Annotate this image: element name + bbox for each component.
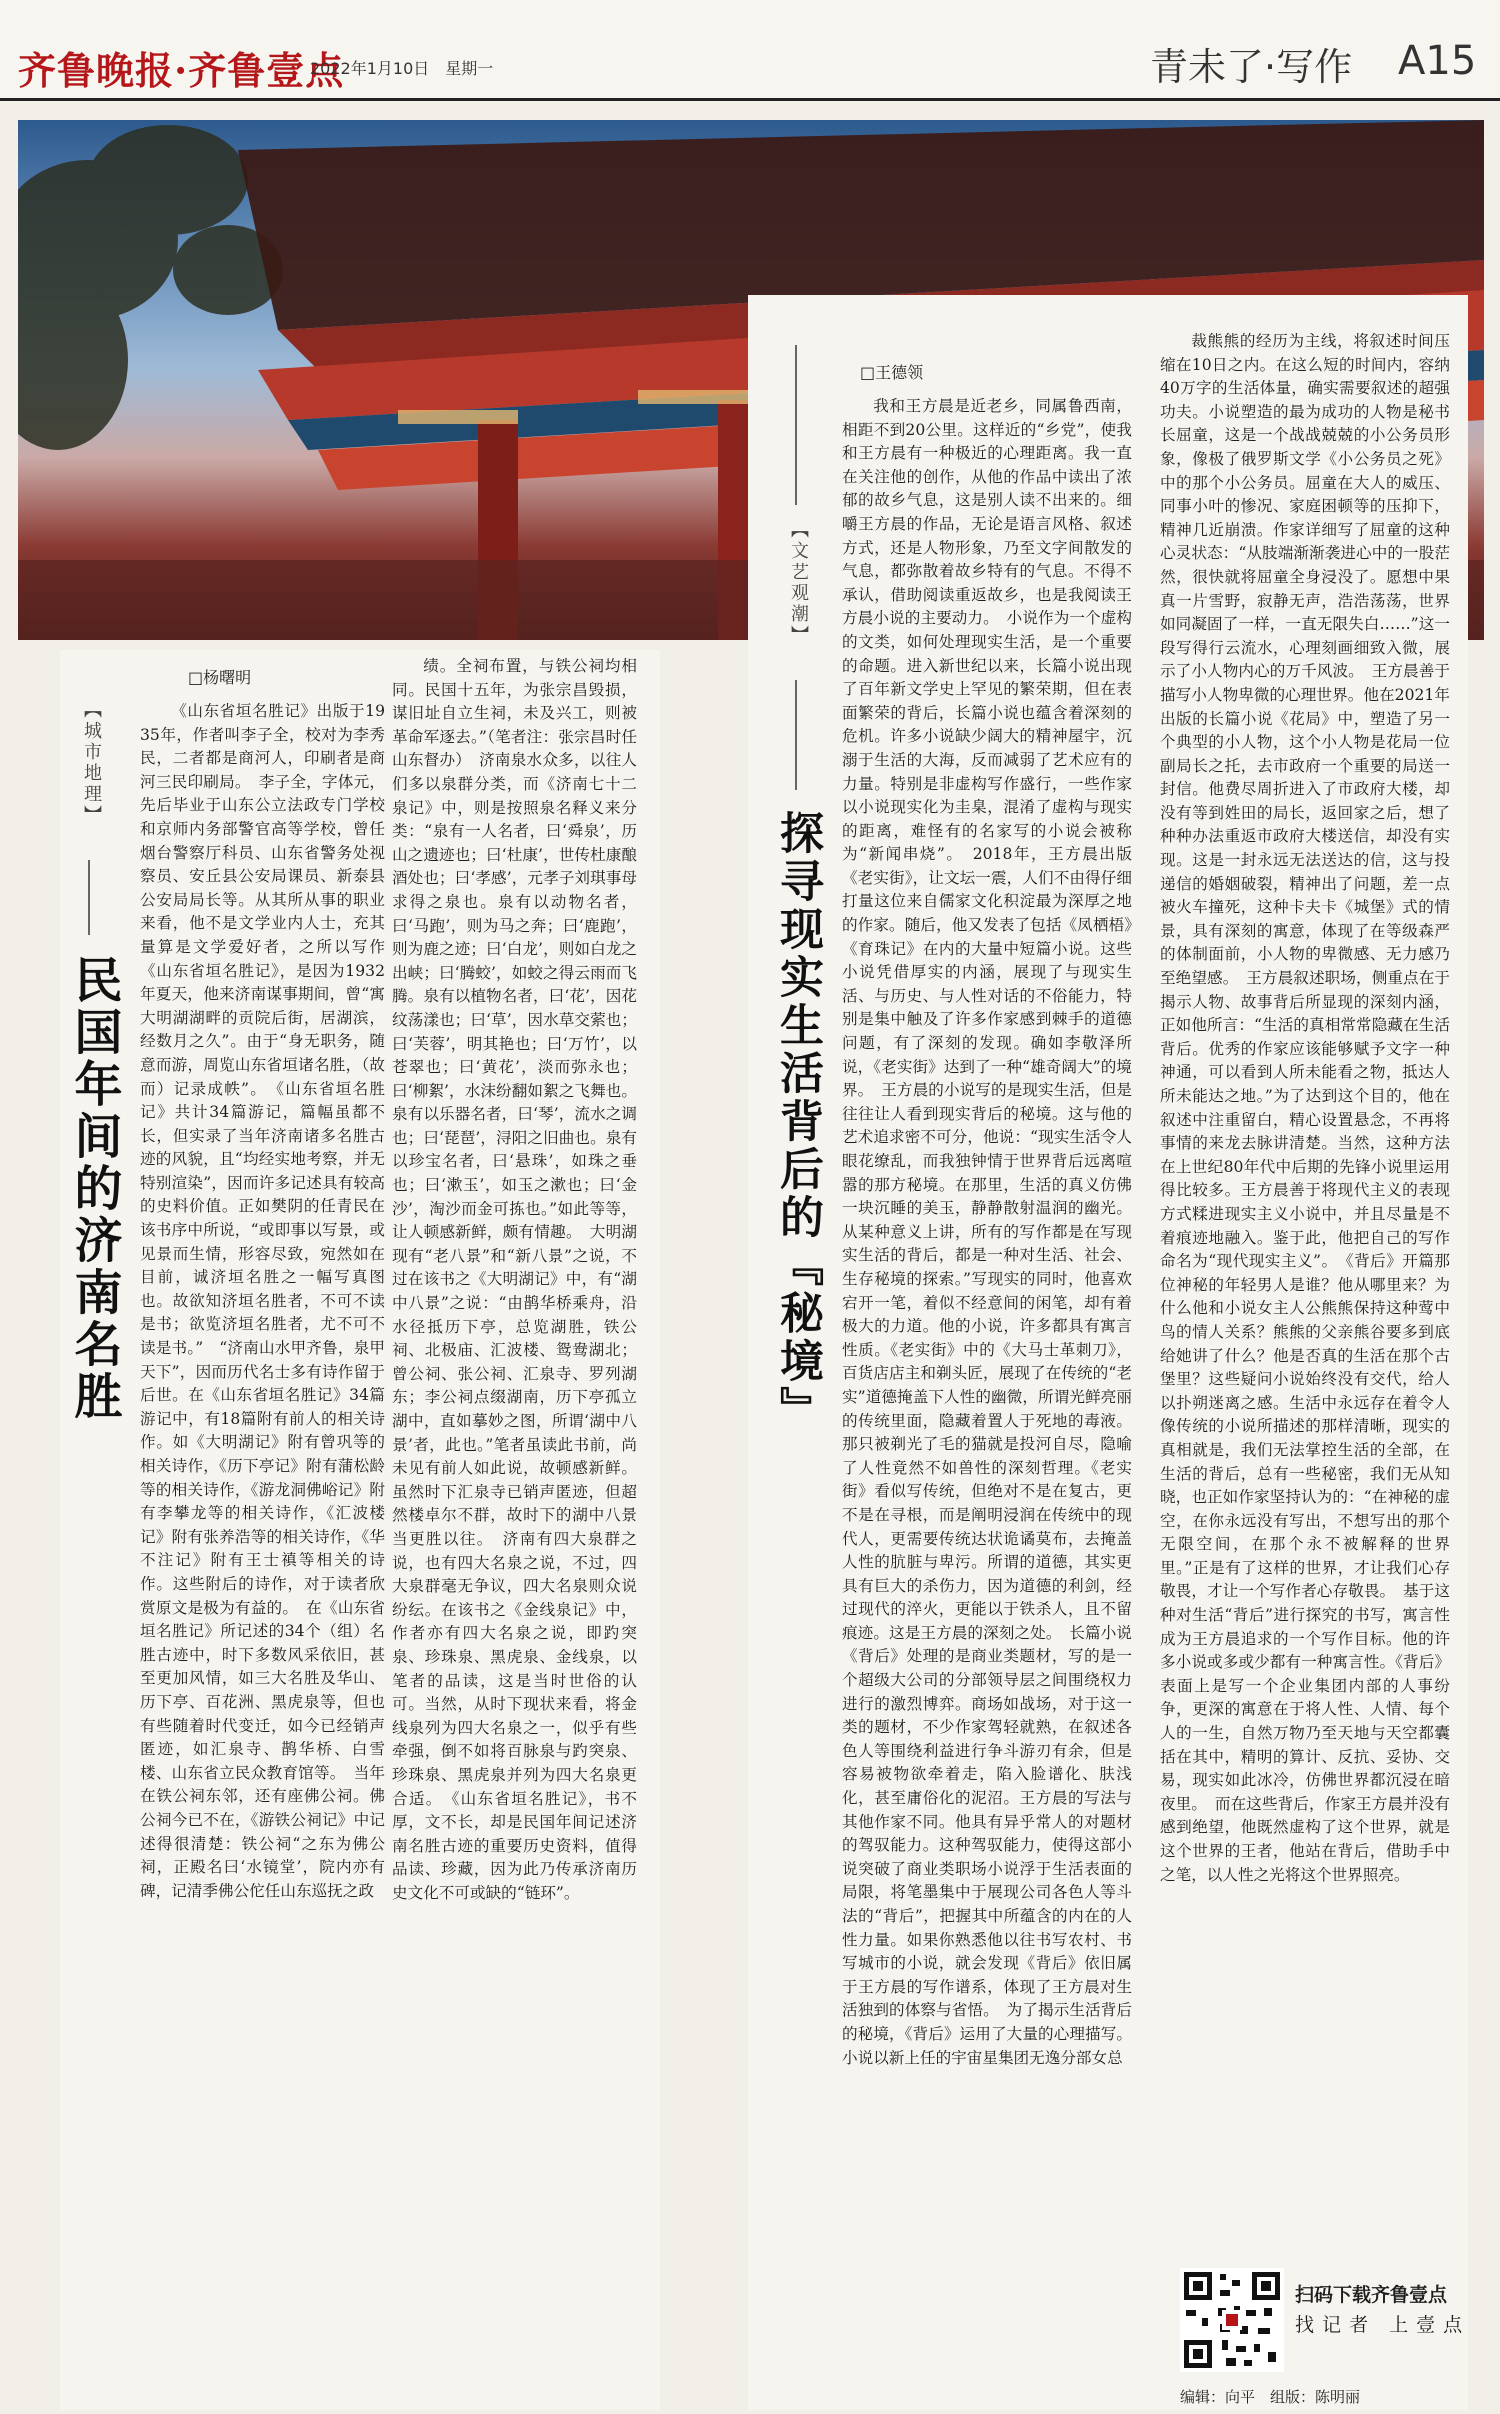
article2-divider-bottom [795, 680, 797, 790]
article1-column-2 [392, 655, 637, 2390]
editor-credit: 编辑：向平 组版：陈明丽 [1180, 2388, 1361, 2406]
article1-divider [88, 860, 90, 935]
article1-title: 民国年间的济南名胜 [66, 955, 122, 1423]
qr-caption-download: 扫码下载齐鲁壹点 [1295, 2284, 1448, 2306]
article2-kicker: 【文艺观潮】 [788, 520, 809, 646]
qr-caption-contact: 找 记 者 上 壹 点 [1295, 2314, 1464, 2336]
article2-text-2: 裁熊熊的经历为主线，将叙述时间压缩在10日之内。在这么短的时间内，容纳40万字的生活体量，确实需要叙述的超强功夫。小说塑造的最为成功的人物是秘书长屈童，这是一个战战兢兢的小公务员形象，像极了俄罗斯文学《小公务员之死》中的那个小公务员。屈童在大人的威压、同事小叶的惨况、家庭困顿等的压抑下，精神几近崩溃。作家详细写了屈童的这种心灵状态：“从肢端渐渐袭进心中的一股茫然，很快就将屈童全身浸没了。愿想中果真一片雪野，寂静无声，浩浩荡荡，世界如同凝固了一样，一直无限失白……”这一段写得行云流水，心理刻画细致入微，展示了小人物内心的万千风波。 王方晨善于描写小人物卑微的心理世界。他在2021年出版的长篇小说《花局》中，塑造了另一个典型的小人物，这个小人物是花局一位副局长之托，去市政府一个重要的局送一封信。他费尽周折进入了市政府大楼，却没有等到姓田的局长，返回家之后，想了种种办法重返市政府大楼送信，却没有实现。这是一封永远无法送达的信，这与投递信的婚姻破裂，精神出了问题，差一点被火车撞死，这种卡夫卡《城堡》式的情景，具有深刻的寓意，体现了在等级森严的体制面前，小人物的卑微感、无力感乃至绝望感。 王方晨叙述职场，侧重点在于揭示人物、故事背后所显现的深刻内涵，正如他所言：“生活的真相常常隐藏在生活背后。优秀的作家应该能够赋予文字一种神通，可以看到人所未能看之物，抵达人所未能达之地。”为了达到这个目的，他在叙述中注重留白，精心设置悬念，不再将事情的来龙去脉讲清楚。当然，这种方法在上世纪80年代中后期的先锋小说里运用得比较多。王方晨善于将现代主义的表现方式糅进现实主义小说中，并且尽量是不着痕迹地融入。鉴于此，他把自己的写作命名为“现代现实主义”。 《背后》开篇那位神秘的年轻男人是谁？他从哪里来？为什么他和小说女主人公熊熊保持这种莺中鸟的情人关系？熊熊的父亲熊谷要多到底给她讲了什么？他是否真的生活在那个古堡里？这些疑问小说始终没有交代，给人以扑朔迷离之感。生活中永远存在着令人像传统的小说所描述的那样清晰，现实的真相就是，我们无法掌控生活的全部，在生活的背后，总有一些秘密，我们无从知晓，也正如作家坚持认为的：“在神秘的虚空，在你永远没有写出，不想写出的那个无限空间，在那个永不被解释的世界里。”正是有了这样的世界，才让我们心存敬畏，才让一个写作者心存敬畏。 基于这种对生活“背后”进行探究的书写，寓言性成为王方晨追求的一个写作目标。他的许多小说或多或少都有一种寓言性。《背后》表面上是写一个企业集团内部的人事纷争，更深的寓意在于将人性、人情、每个人的一生，自然万物乃至天地与天空都囊括在其中，精明的算计、反抗、妥协、交易，现实如此冰冷，仿佛世界都沉浸在暗夜里。 而在这些背后，作家王方晨并没有感到绝望，他既然虚构了这个世界，就是这个世界的王者，他站在背后，借助手中之笔，以人性之光将这个世界照亮。 [1160, 332, 1450, 1884]
issue-date: 2022年1月10日 星期一 [310, 59, 494, 78]
article2-column-1 [842, 395, 1132, 2395]
article2-text-1: 我和王方晨是近老乡，同属鲁西南，相距不到20公里。这样近的“乡党”，使我和王方晨有一种极近的心理距离。我一直在关注他的创作，从他的作品中读出了浓郁的故乡气息，这是别人读不出来的。细嚼王方晨的作品，无论是语言风格、叙述方式，还是人物形象，乃至文字间散发的气息，都弥散着故乡特有的气息。不得不承认，借助阅读重返故乡，也是我阅读王方晨小说的主要动力。 小说作为一个虚构的文类，如何处理现实生活，是一个重要的命题。进入新世纪以来，长篇小说出现了百年新文学史上罕见的繁荣期，但在表面繁荣的背后，长篇小说也蕴含着深刻的危机。许多小说缺少阔大的精神屋宇，沉溺于生活的大海，反而减弱了艺术应有的力量。特别是非虚构写作盛行，一些作家以小说现实化为圭臬，混淆了虚构与现实的距离，难怪有的名家写的小说会被称为“新闻串烧”。 2018年，王方晨出版《老实街》，让文坛一震，人们不由得仔细打量这位来自儒家文化积淀最为深厚之地的作家。随后，他又发表了包括《凤栖梧》《育珠记》在内的大量中短篇小说。这些小说凭借厚实的内涵，展现了与现实生活、与历史、与人性对话的不俗能力，特别是集中触及了许多作家感到棘手的道德问题，有了深刻的发现。确如李敬泽所说，《老实街》达到了一种“雄奇阔大”的境界。 王方晨的小说写的是现实生活，但是往往让人看到现实背后的秘境。这与他的艺术追求密不可分，他说：“现实生活令人眼花缭乱，而我独钟情于世界背后远离喧嚣的那方秘境。在那里，生活的真义仿佛一块沉睡的美玉，静静散射温润的幽光。从某种意义上讲，所有的写作都是在写现实生活的背后，都是一种对生活、社会、生存秘境的探索。”写现实的同时，他喜欢宕开一笔，着似不经意间的闲笔，却有着极大的力道。他的小说，许多都具有寓言性质。《老实街》中的《大马士革刺刀》，百货店店主和剃头匠，展现了在传统的“老实”道德掩盖下人性的幽微，所谓光鲜亮丽的传统里面，隐藏着置人于死地的毒液。那只被剃光了毛的猫就是投河自尽，隐喻了人性竟然不如兽性的深刻哲理。《老实街》看似写传统，但绝对不是在复古，更不是在寻根，而是阐明浸润在传统中的现代人，更需要传统达状诡谲莫布，去掩盖人性的肮脏与卑污。所谓的道德，其实更具有巨大的杀伤力，因为道德的利剑，经过现代的淬火，更能以于铁杀人，且不留痕迹。这是王方晨的深刻之处。 长篇小说《背后》处理的是商业类题材，写的是一个超级大公司的分部领导层之间围绕权力进行的激烈博弈。商场如战场，对于这一类的题材，不少作家驾轻就熟，在叙述各色人等围绕利益进行争斗游刃有余，但是容易被物欲牵着走，陷入脸谱化、肤浅化，甚至庸俗化的泥沼。王方晨的写法与其他作家不同。他具有异乎常人的对题材的驾驭能力。这种驾驭能力，使得这部小说突破了商业类职场小说浮于生活表面的局限，将笔墨集中于展现公司各色人等斗法的“背后”，把握其中所蕴含的内在的人性力量。如果你熟悉他以往书写农村、书写城市的小说，就会发现《背后》依旧属于王方晨的写作谱系，体现了王方晨对生活独到的体察与省悟。 为了揭示生活背后的秘境，《背后》运用了大量的心理描写。小说以新上任的宇宙星集团无逸分部女总 [842, 397, 1132, 2067]
article2-column-2 [1160, 330, 1450, 2250]
section-name: 青未了·写作 [1150, 45, 1353, 89]
masthead-logo: 齐鲁晚报·齐鲁壹点 [18, 48, 345, 93]
article1-byline: □杨曙明 [188, 668, 252, 687]
qr-code-icon[interactable] [1180, 2268, 1284, 2372]
page-number: A15 [1398, 38, 1477, 84]
article1-kicker: 【城市地理】 [81, 700, 102, 826]
article2-byline: □王德领 [860, 363, 924, 382]
article2-title: 探寻现实生活背后的『秘境』 [772, 810, 823, 1434]
header-rule [0, 98, 1500, 101]
article1-text-2: 绩。全祠布置，与铁公祠均相同。民国十五年，为张宗昌毁损，谋旧址自立生祠，未及兴工，则被革命军逐去。”（笔者注：张宗昌时任山东督办） 济南泉水众多，以往人们多以泉群分类，而《济南七十二泉记》中，则是按照泉名释义来分类：“泉有一人名者，曰‘舜泉’，历山之遗迹也；曰‘杜康’，世传杜康酿酒处也；曰‘孝感’，元孝子刘琪事母求得之泉也。泉有以动物名者，曰‘马跑’，则为马之奔；曰‘鹿跑’，则为鹿之迹；曰‘白龙’，则如白龙之出峡；曰‘腾蛟’，如蛟之得云雨而飞腾。泉有以植物名者，曰‘花’，因花纹荡漾也；曰‘草’，因水草交萦也；曰‘芙蓉’，明其艳也；曰‘万竹’，以苍翠也；曰‘黄花’，淡而弥永也；曰‘柳絮’，水沫纷翻如絮之飞舞也。泉有以乐器名者，曰‘琴’，流水之调也；曰‘琵琶’，浔阳之旧曲也。泉有以珍宝名者，曰‘悬珠’，如珠之垂也；曰‘漱玉’，如玉之漱也；曰‘金沙’，淘沙而金可拣也。”如此等等，让人顿感新鲜，颇有情趣。 大明湖现有“老八景”和“新八景”之说，不过在该书之《大明湖记》中，有“湖中八景”之说：“由鹊华桥乘舟，沿水径抵历下亭，总览湖胜，铁公祠、北极庙、汇波楼、鸳鸯湖北；曾公祠、张公祠、汇泉寺、罗列湖东；李公祠点缀湖南，历下亭孤立湖中，直如摹妙之图，所谓‘湖中八景’者，此也。”笔者虽读此书前，尚未见有前人如此说，故顿感新鲜。虽然时下汇泉寺已销声匿迹，但超然楼卓尔不群，故时下的湖中八景当更胜以往。 济南有四大泉群之说，也有四大名泉之说，不过，四大泉群毫无争议，四大名泉则众说纷纭。在该书之《金线泉记》中，作者亦有四大名泉之说，即趵突泉、珍珠泉、黑虎泉、金线泉，以笔者的品读，这是当时世俗的认可。当然，从时下现状来看，将金线泉列为四大名泉之一，似乎有些牵强，倒不如将百脉泉与趵突泉、珍珠泉、黑虎泉并列为四大名泉更合适。 《山东省垣名胜记》，书不厚，文不长，却是民国年间记述济南名胜古迹的重要历史资料，值得品读、珍藏，因为此乃传承济南历史文化不可或缺的“链环”。 [392, 657, 637, 1902]
article1-column-1 [140, 700, 385, 2390]
article2-divider-top [795, 345, 797, 505]
article1-text-1: 《山东省垣名胜记》出版于1935年，作者叫李子全，校对为李秀民，二者都是商河人，印刷者是商河三民印刷局。 李子全，字体元，先后毕业于山东公立法政专门学校和京师内务部警官高等学校，曾任烟台警察厅科员、山东省警务处视察员、安丘县公安局课员、新泰县公安局局长等。从其所从事的职业来看，他不是文学业内人士，充其量算是文学爱好者，之所以写作《山东省垣名胜记》，是因为1932年夏天，他来济南谋事期间，曾“寓大明湖湖畔的贡院后街，居湖滨，经数月之久”。由于“身无职务，随意而游，周览山东省垣诸名胜，（故而）记录成帙”。 《山东省垣名胜记》共计34篇游记，篇幅虽都不长，但实录了当年济南诸多名胜古迹的风貌，且“均经实地考察，并无特别渲染”，因而许多记述具有较高的史料价值。正如樊阴的任青民在该书序中所说，“或即事以写景，或见景而生情，形容尽致，宛然如在目前，诚济垣名胜之一幅写真图也。故欲知济垣名胜者，不可不读是书；欲览济垣名胜者，尤不可不读是书。” “济南山水甲齐鲁，泉甲天下”，因而历代名士多有诗作留于后世。在《山东省垣名胜记》34篇游记中，有18篇附有前人的相关诗作。如《大明湖记》附有曾巩等的相关诗作，《历下亭记》附有蒲松龄等的相关诗作，《游龙洞佛峪记》附有李攀龙等的相关诗作，《汇波楼记》附有张养浩等的相关诗作，《华不注记》附有王士禛等相关的诗作。这些附后的诗作，对于读者欣赏原文是极为有益的。 在《山东省垣名胜记》所记述的34个（组）名胜古迹中，时下多数风采依旧，甚至更加风情，如三大名胜及华山、历下亭、百花洲、黑虎泉等，但也有些随着时代变迁，如今已经销声匿迹，如汇泉寺、鹊华桥、白雪楼、山东省立民众教育馆等。 当年在铁公祠东邻，还有座佛公祠。佛公祠今已不在，《游铁公祠记》中记述得很清楚：铁公祠“之东为佛公祠，正殿名曰‘水镜堂’，院内亦有碑，记清季佛公佗任山东巡抚之政 [140, 702, 385, 1900]
